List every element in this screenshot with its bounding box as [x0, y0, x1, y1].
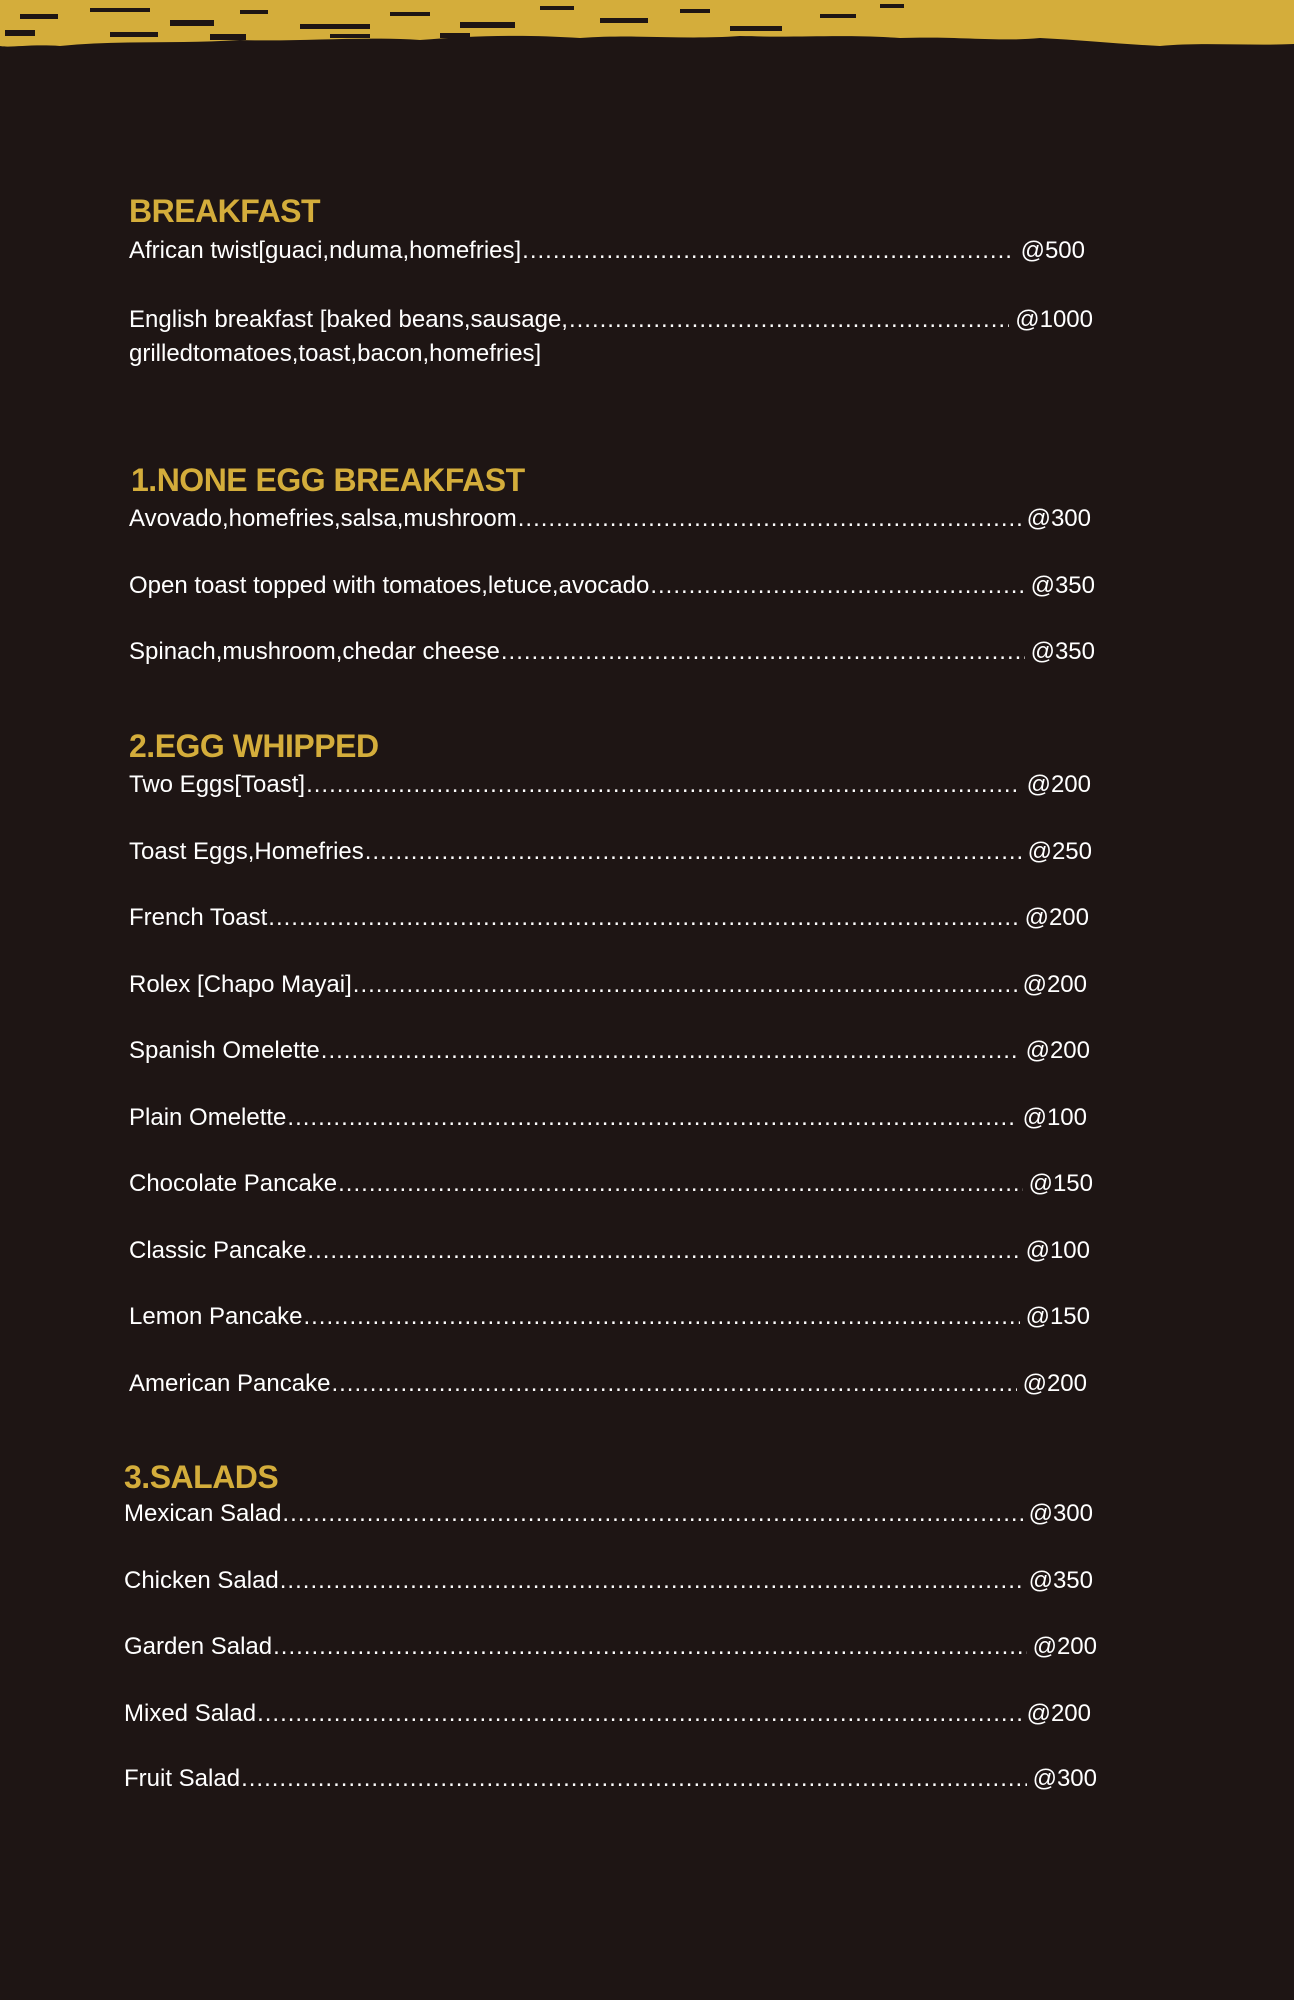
item-price: @100 — [1022, 1104, 1087, 1131]
item-name: Fruit Salad — [124, 1765, 241, 1792]
item-price: @150 — [1028, 1170, 1093, 1197]
menu-item — [129, 303, 1093, 337]
item-price: @200 — [1022, 1370, 1087, 1397]
item-price: @300 — [1032, 1765, 1097, 1792]
item-name: Mixed Salad — [124, 1700, 257, 1727]
menu-item — [124, 1564, 1093, 1598]
menu-item — [129, 968, 1087, 1002]
item-price: @350 — [1030, 638, 1095, 665]
item-name: Mexican Salad — [124, 1500, 282, 1527]
menu-item — [129, 1234, 1090, 1268]
dot-leader — [307, 1234, 1019, 1268]
menu-item — [129, 1034, 1090, 1068]
item-name: Spanish Omelette — [129, 1037, 320, 1064]
item-price: @300 — [1026, 505, 1091, 532]
item-name-continued: grilledtomatoes,toast,bacon,homefries] — [129, 340, 542, 367]
item-price: @200 — [1024, 904, 1089, 931]
menu-item — [129, 502, 1091, 536]
item-name: American Pancake — [129, 1370, 331, 1397]
dot-leader — [321, 1034, 1020, 1068]
item-name: English breakfast [baked beans,sausage, — [129, 306, 568, 333]
dot-leader — [650, 569, 1024, 603]
item-name: Toast Eggs,Homefries — [129, 838, 364, 865]
item-name: African twist[guaci,nduma,homefries] — [129, 237, 522, 264]
item-name: French Toast — [129, 904, 268, 931]
menu-item — [124, 1697, 1091, 1731]
item-name: Classic Pancake — [129, 1237, 307, 1264]
item-price: @350 — [1030, 572, 1095, 599]
dot-leader — [303, 1300, 1019, 1334]
dot-leader — [241, 1762, 1027, 1796]
dot-leader — [365, 835, 1022, 869]
menu-item — [129, 1300, 1090, 1334]
item-price: @200 — [1022, 971, 1087, 998]
menu-item — [129, 1167, 1093, 1201]
item-name: Rolex [Chapo Mayai] — [129, 971, 352, 998]
dot-leader — [306, 768, 1021, 802]
item-price: @500 — [1020, 237, 1085, 264]
menu-item — [129, 901, 1089, 935]
section-title-none-egg-breakfast: 1.NONE EGG BREAKFAST — [131, 462, 525, 498]
menu-item — [129, 635, 1095, 669]
item-name: Open toast topped with tomatoes,letuce,avocado — [129, 572, 650, 599]
dot-leader — [518, 502, 1021, 536]
item-price: @300 — [1028, 1500, 1093, 1527]
section-title-salads: 3.SALADS — [124, 1459, 279, 1495]
item-name: Avovado,homefries,salsa,mushroom — [129, 505, 517, 532]
item-name: Two Eggs[Toast] — [129, 771, 306, 798]
dot-leader — [569, 303, 1009, 337]
item-price: @200 — [1032, 1633, 1097, 1660]
item-price: @100 — [1025, 1237, 1090, 1264]
item-price: @150 — [1025, 1303, 1090, 1330]
dot-leader — [501, 635, 1025, 669]
item-name: Garden Salad — [124, 1633, 273, 1660]
dot-leader — [273, 1630, 1026, 1664]
menu-item — [124, 1630, 1097, 1664]
item-name: Spinach,mushroom,chedar cheese — [129, 638, 500, 665]
item-price: @200 — [1025, 1037, 1090, 1064]
section-title-egg-whipped: 2.EGG WHIPPED — [129, 728, 379, 764]
section-title-breakfast: BREAKFAST — [129, 193, 321, 229]
menu-item — [129, 1367, 1087, 1401]
menu-item — [124, 1497, 1093, 1531]
dot-leader — [268, 901, 1018, 935]
item-price: @200 — [1026, 1700, 1091, 1727]
item-name: Chicken Salad — [124, 1567, 279, 1594]
menu-item — [129, 1101, 1087, 1135]
item-name: Plain Omelette — [129, 1104, 287, 1131]
dot-leader — [280, 1564, 1023, 1598]
menu-item — [129, 768, 1091, 802]
dot-leader — [353, 968, 1017, 1002]
dot-leader — [257, 1697, 1021, 1731]
menu-item — [129, 835, 1092, 869]
item-name: Chocolate Pancake — [129, 1170, 338, 1197]
dot-leader — [287, 1101, 1016, 1135]
menu-item — [124, 1762, 1097, 1796]
item-price: @200 — [1026, 771, 1091, 798]
dot-leader — [331, 1367, 1016, 1401]
dot-leader — [522, 234, 1014, 268]
menu-item — [129, 234, 1085, 268]
item-name: Lemon Pancake — [129, 1303, 303, 1330]
item-price: @250 — [1027, 838, 1092, 865]
dot-leader — [282, 1497, 1022, 1531]
menu-item — [129, 569, 1095, 603]
dot-leader — [338, 1167, 1022, 1201]
item-price: @350 — [1028, 1567, 1093, 1594]
item-price: @1000 — [1015, 306, 1093, 333]
